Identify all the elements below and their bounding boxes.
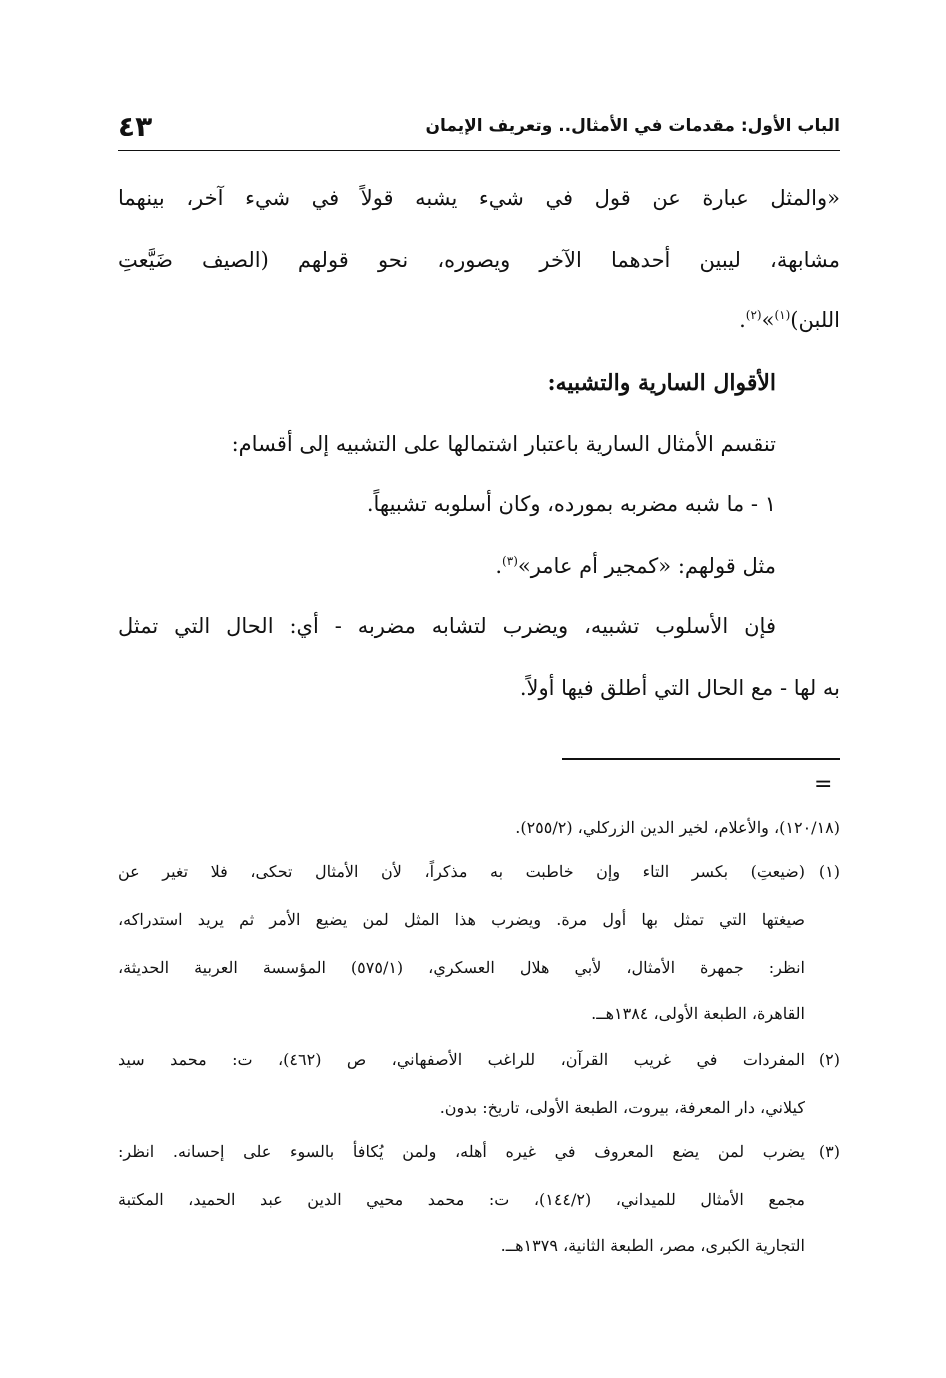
footnote-3-number: (٣) [818, 1142, 840, 1161]
footnote-ref-3: (٣) [502, 554, 518, 568]
paragraph-1-line-2: مشابهة، ليبين أحدهما الآخر ويصوره، نحو قولهم (الصيف ضَيَّعتِ [118, 248, 840, 272]
footnote-3-line-2: مجمع الأمثال للميداني، (١٤٤/٢)، ت: محمد محيي الدين عبد الحميد، المكتبة [118, 1190, 806, 1209]
paragraph-2-line-1: فإن الأسلوب تشبيه، ويضرب لتشابه مضربه - أي: الحال التي تمثل [118, 614, 776, 638]
footnote-1-line-3: انظر: جمهرة الأمثال، لأبي هلال العسكري، (٥٧٥/١) المؤسسة العربية الحديثة، [118, 958, 805, 977]
footnote-carryover: (١٢٠/١٨)، والأعلام، لخير الدين الزركلي، (٢٥٥/٢). [515, 818, 840, 837]
footnote-1-line-4: القاهرة، الطبعة الأولى، ١٣٨٤هــ. [591, 1004, 805, 1023]
footnote-2-line-2: كيلاني، دار المعرفة، بيروت، الطبعة الأولى، تاريخ: بدون. [439, 1098, 805, 1117]
running-header [118, 108, 840, 148]
paragraph-1-line-1: «والمثل عبارة عن قول في شيء يشبه قولاً في شيء آخر، بينهما [118, 186, 840, 210]
example-line [495, 554, 776, 578]
example-text: مثل قولهم: «كمجير أم عامر» [517, 554, 776, 578]
intro-line: تنقسم الأمثال السارية باعتبار اشتمالها على التشبيه إلى أقسام: [231, 432, 776, 456]
header-rule [118, 150, 840, 151]
footnote-ref-1: (١) [774, 308, 791, 322]
section-heading: الأقوال السارية والتشبيه: [547, 370, 776, 396]
paragraph-1-text-end: اللبن) [790, 308, 840, 332]
page-number: ٤٣ [118, 110, 153, 143]
continuation-mark: = [814, 772, 833, 797]
footnote-3-line-1: يضرب لمن يضع المعروف في غيره أهله، ولمن يُكافأ بالسوء على إحسانه. انظر: [118, 1142, 805, 1161]
footnote-1-line-2: صيغتها التي تمثل بها أول مرة. ويضرب هذا المثل لمن يضيع الأمر ثم يريد استدراكه، [118, 910, 805, 929]
paragraph-2-line-2: به لها - مع الحال التي أطلق فيها أولاً. [519, 676, 840, 700]
footnote-2-number: (٢) [818, 1050, 840, 1069]
chapter-title: الباب الأول: مقدمات في الأمثال.. وتعريف الإيمان [425, 116, 840, 136]
footnote-1-number: (١) [818, 862, 840, 881]
footnote-1-line-1: (ضيعتِ) بكسر التاء وإن خاطبت به مذكراً، لأن الأمثال تحكى، فلا تغير عن [118, 862, 805, 881]
paragraph-1-period: . [739, 308, 746, 332]
footnote-3-line-3: التجارية الكبرى، مصر، الطبعة الثانية، ١٣٧٩هــ. [500, 1236, 805, 1255]
footnote-ref-2: (٢) [745, 308, 762, 322]
closing-quote: » [761, 308, 775, 332]
footnote-separator [562, 758, 840, 760]
footnote-2-line-1: المفردات في غريب القرآن، للراغب الأصفهاني، ص (٤٦٢)، ت: محمد سيد [118, 1050, 806, 1069]
list-item-1: ١ - ما شبه مضربه بمورده، وكان أسلوبه تشبيهاً. [366, 492, 776, 516]
paragraph-1-line-3 [739, 308, 840, 332]
example-period: . [495, 554, 503, 578]
